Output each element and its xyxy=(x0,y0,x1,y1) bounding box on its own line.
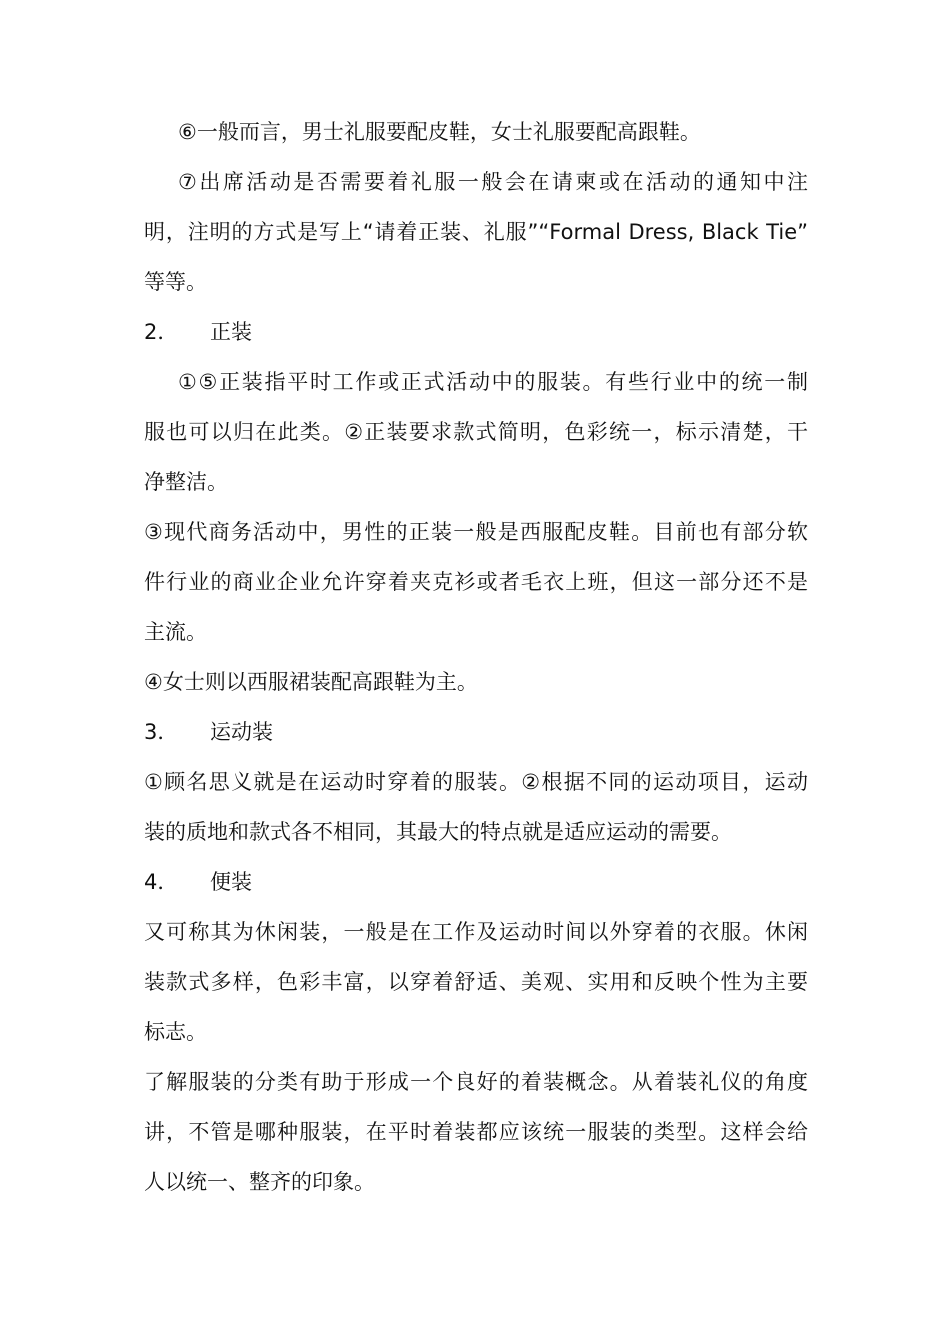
paragraph-line: 净整洁。 xyxy=(144,470,228,494)
section-heading-3 xyxy=(144,707,808,757)
paragraph-line: 装款式多样，色彩丰富，以穿着舒适、美观、实用和反映个性为主要 xyxy=(144,970,808,994)
paragraph-line: ⑦出席活动是否需要着礼服一般会在请柬或在活动的通知中注 xyxy=(178,170,808,194)
paragraph-line: ④女士则以西服裙装配高跟鞋为主。 xyxy=(144,670,478,694)
section-title: 便装 xyxy=(210,870,252,894)
section-number: 4． xyxy=(144,870,179,894)
section-number: 2． xyxy=(144,320,179,344)
section-title: 运动装 xyxy=(210,720,273,744)
paragraph-line: 装的质地和款式各不相同，其最大的特点就是适应运动的需要。 xyxy=(144,820,732,844)
paragraph-line: 件行业的商业企业允许穿着夹克衫或者毛衣上班，但这一部分还不是 xyxy=(144,570,808,594)
paragraph-line: 标志。 xyxy=(144,1020,207,1044)
paragraph-line: ①顾名思义就是在运动时穿着的服装。②根据不同的运动项目，运动 xyxy=(144,770,808,794)
paragraph-line: 明，注明的方式是写上“请着正装、礼服”“Formal Dress, Black Tie” xyxy=(144,220,808,244)
paragraph-line: 讲，不管是哪种服装，在平时着装都应该统一服装的类型。这样会给 xyxy=(144,1120,808,1144)
paragraph-line: 主流。 xyxy=(144,620,207,644)
paragraph-line: 人以统一、整齐的印象。 xyxy=(144,1170,375,1194)
paragraph-line: ③现代商务活动中，男性的正装一般是西服配皮鞋。目前也有部分软 xyxy=(144,520,808,544)
paragraph-line: 服也可以归在此类。②正装要求款式简明，色彩统一，标示清楚，干 xyxy=(144,420,808,444)
paragraph-line: 了解服装的分类有助于形成一个良好的着装概念。从着装礼仪的角度 xyxy=(144,1070,808,1094)
paragraph-line: ⑥一般而言，男士礼服要配皮鞋，女士礼服要配高跟鞋。 xyxy=(178,120,701,144)
section-heading-4 xyxy=(144,857,808,907)
section-number: 3． xyxy=(144,720,179,744)
section-heading-2 xyxy=(144,307,808,357)
paragraph-line: 等等。 xyxy=(144,270,207,294)
section-title: 正装 xyxy=(210,320,252,344)
paragraph-line: 又可称其为休闲装，一般是在工作及运动时间以外穿着的衣服。休闲 xyxy=(144,920,808,944)
paragraph-line: ①⑤正装指平时工作或正式活动中的服装。有些行业中的统一制 xyxy=(178,370,808,394)
document-page xyxy=(144,107,808,1207)
